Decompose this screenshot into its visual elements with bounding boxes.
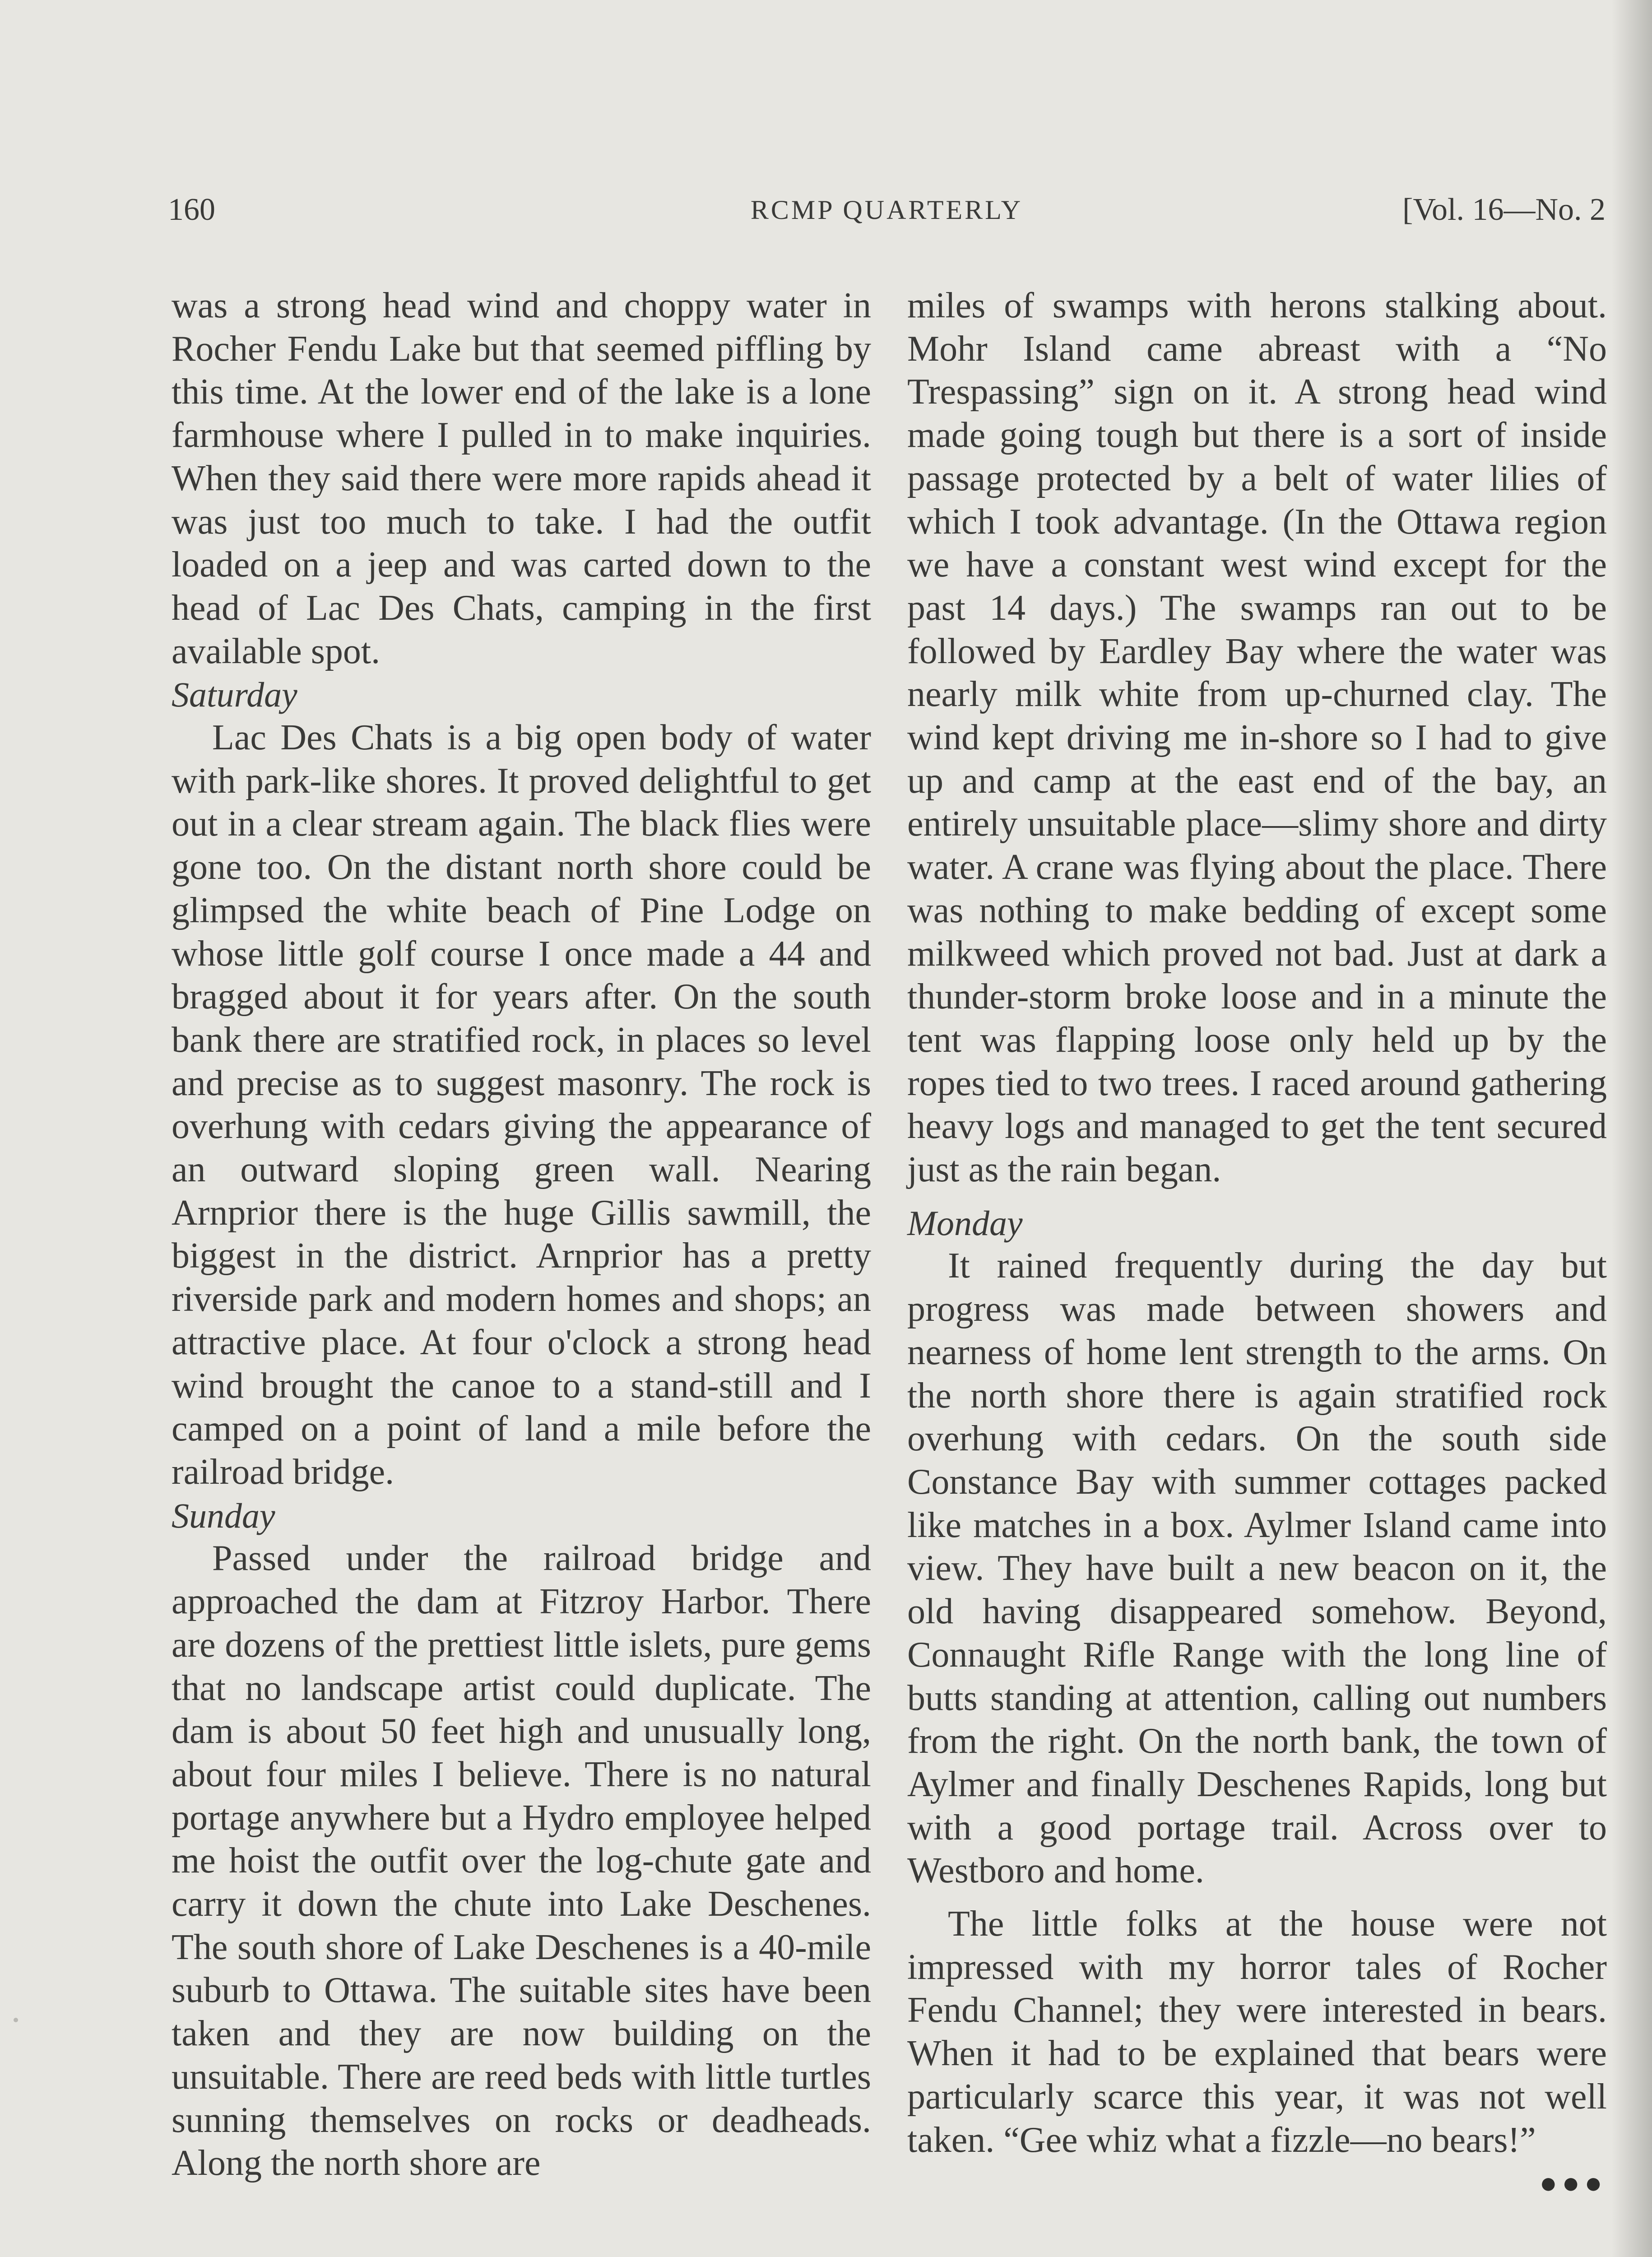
- end-ornament: [907, 2162, 1607, 2205]
- page-number: 160: [168, 192, 215, 227]
- volume-issue: [Vol. 16—No. 2: [1402, 192, 1606, 227]
- paragraph-sunday: Passed under the railroad bridge and approached the dam at Fitzroy Harbor. There are dozens of the prettiest little islets, pure gems that no landscape artist could duplicate. The dam is about 50 feet high and unusually long, about four miles I believe. There is no natural portage anywhere but a Hydro employee helped me hoist the outfit over the log-chute gate and carry it down the chute into Lake Deschenes. The south shore of Lake Deschenes is a 40-mile suburb to Ottawa. The suitable sites have been taken and they are now building on the unsuitable. There are reed beds with little turtles sunning themselves on rocks or deadheads. Along the north shore are: [172, 1538, 871, 2183]
- scan-speck: [14, 2018, 18, 2022]
- section-heading-sunday: Sunday: [172, 1495, 275, 1535]
- paragraph-monday: It rained frequently during the day but progress was made between showers and nearness of home lent strength to the arms. On the north shore there is again stratified rock overhung with cedars. On the south side Constance Bay with summer cottages packed like matches in a box. Aylmer Island came into view. They have built a new beacon on it, the old having disappeared somehow. Beyond, Connaught Rifle Range with the long line of butts standing at attention, calling out numbers from the right. On the north bank, the town of Aylmer and finally Deschenes Rapids, long but with a good portage trail. Across over to Westboro and home.: [907, 1246, 1607, 1891]
- paragraph-saturday: Lac Des Chats is a big open body of water with park-like shores. It proved delightful to get out in a clear stream again. The black flies were gone too. On the distant north shore could be glimpsed the white beach of Pine Lodge on whose little golf course I once made a 44 and bragged about it for years after. On the south bank there are stratified rock, in places so level and precise as to suggest masonry. The rock is overhung with cedars giving the appearance of an outward sloping green wall. Nearing Arnprior there is the huge Gillis sawmill, the biggest in the district. Arnprior has a pretty riverside park and modern homes and shops; an attractive place. At four o'clock a strong head wind brought the canoe to a stand-still and I camped on a point of land a mile before the railroad bridge.: [172, 718, 871, 1492]
- page-edge-shadow: [1611, 0, 1652, 2257]
- ornament-dots: ●●●: [1539, 2167, 1607, 2200]
- section-heading-saturday: Saturday: [172, 675, 297, 715]
- paragraph-continuation: was a strong head wind and choppy water in Rocher Fendu Lake but that seemed piffling by this time. At the lower end of the lake is a lone farmhouse where I pulled in to make inquiries. When they said there were more rapids ahead it was just too much to take. I had the outfit loaded on a jeep and was carted down to the head of Lac Des Chats, camping in the first available spot.: [172, 286, 871, 671]
- paragraph-continuation-right: miles of swamps with herons stalking about. Mohr Island came abreast with a “No Trespassing” sign on it. A strong head wind made going tough but there is a sort of inside passage protected by a belt of water lilies of which I took advantage. (In the Ottawa region we have a constant west wind except for the past 14 days.) The swamps ran out to be followed by Eardley Bay where the water was nearly milk white from up-churned clay. The wind kept driving me in-shore so I had to give up and camp at the east end of the bay, an entirely unsuitable place—slimy shore and dirty water. A crane was flying about the place. There was nothing to make bedding of except some milkweed which proved not bad. Just at dark a thunder-storm broke loose and in a minute the tent was flapping loose only held up by the ropes tied to two trees. I raced around gathering heavy logs and managed to get the tent secured just as the rain began.: [907, 286, 1607, 1190]
- section-heading-monday: Monday: [907, 1203, 1023, 1243]
- running-header: [168, 185, 1606, 235]
- right-column: [907, 284, 1607, 2205]
- left-column: [172, 284, 871, 2185]
- journal-title: RCMP QUARTERLY: [750, 195, 1023, 225]
- paragraph-final: The little folks at the house were not impressed with my horror tales of Rocher Fendu Channel; they were interested in bears. When it had to be explained that bears were particularly scarce this year, it was not well taken. “Gee whiz what a fizzle—no bears!”: [907, 1904, 1607, 2160]
